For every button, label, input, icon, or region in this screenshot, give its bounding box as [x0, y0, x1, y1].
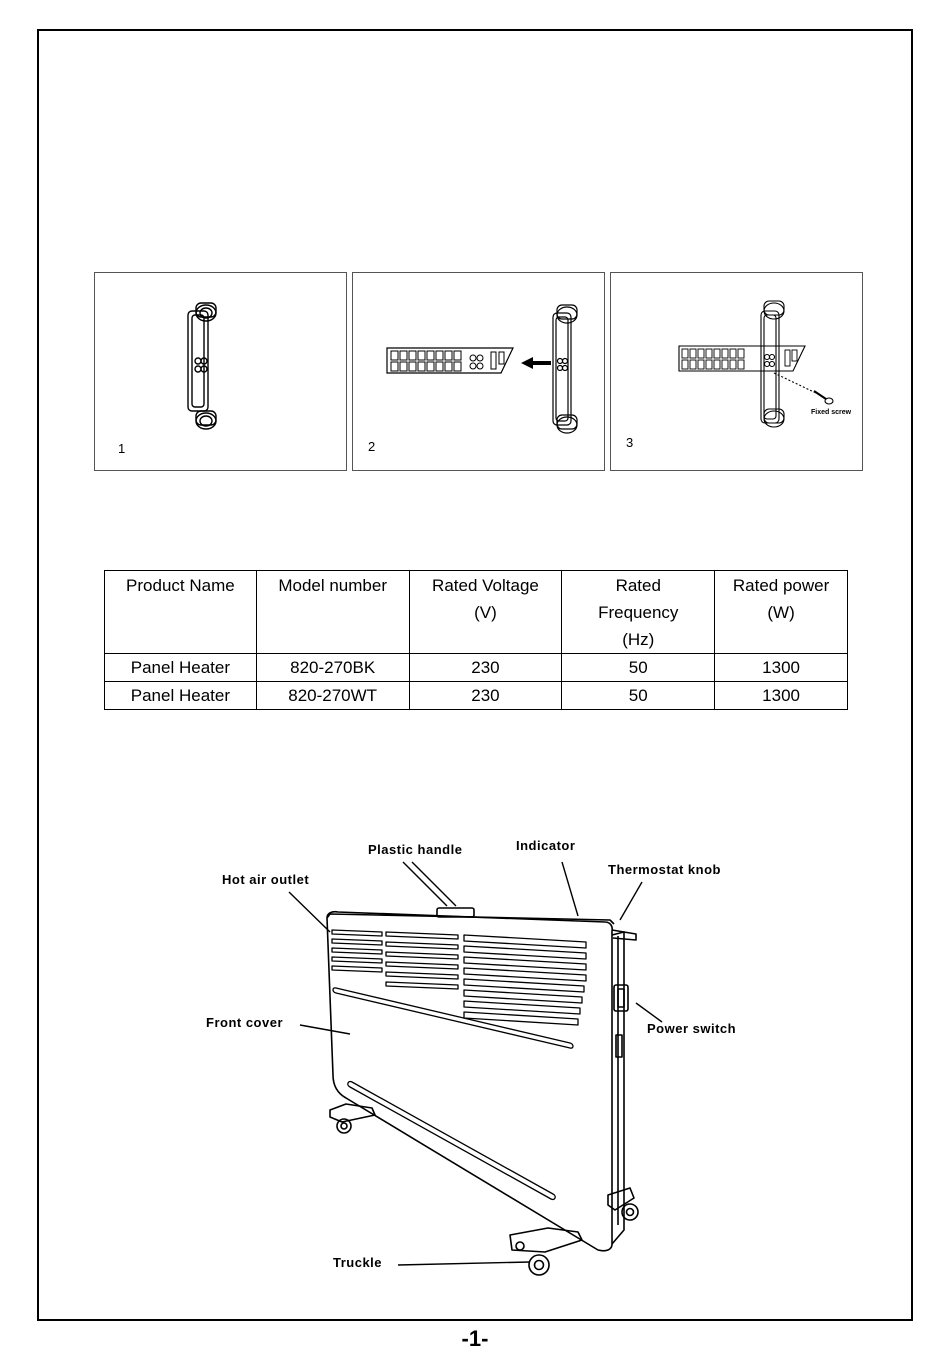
cell-rated-voltage: 230 [409, 654, 562, 682]
header-model-number: Model number [256, 571, 409, 654]
cell-model-number: 820-270WT [256, 682, 409, 710]
cell-rated-power: 1300 [715, 682, 848, 710]
cell-product-name: Panel Heater [105, 654, 257, 682]
header-rated-voltage: Rated Voltage (V) [409, 571, 562, 654]
step-number: 3 [626, 435, 634, 450]
page-number: -1- [461, 1326, 489, 1351]
fixed-screw-label: Fixed screw [811, 409, 852, 416]
step-number: 2 [368, 439, 376, 454]
callout-thermostat-knob: Thermostat knob [608, 862, 721, 877]
callout-indicator: Indicator [516, 838, 576, 853]
callout-power-switch: Power switch [647, 1021, 737, 1036]
cell-rated-voltage: 230 [409, 682, 562, 710]
cell-rated-frequency: 50 [562, 654, 715, 682]
header-rated-power: Rated power (W) [715, 571, 848, 654]
callout-plastic-handle: Plastic handle [368, 842, 463, 857]
cell-model-number: 820-270BK [256, 654, 409, 682]
callout-front-cover: Front cover [206, 1015, 284, 1030]
cell-rated-frequency: 50 [562, 682, 715, 710]
callout-hot-air-outlet: Hot air outlet [222, 872, 310, 887]
cell-rated-power: 1300 [715, 654, 848, 682]
cell-product-name: Panel Heater [105, 682, 257, 710]
step-number: 1 [118, 441, 126, 456]
callout-truckle: Truckle [333, 1255, 383, 1270]
header-product-name: Product Name [105, 571, 257, 654]
header-rated-frequency: Rated Frequency (Hz) [562, 571, 715, 654]
